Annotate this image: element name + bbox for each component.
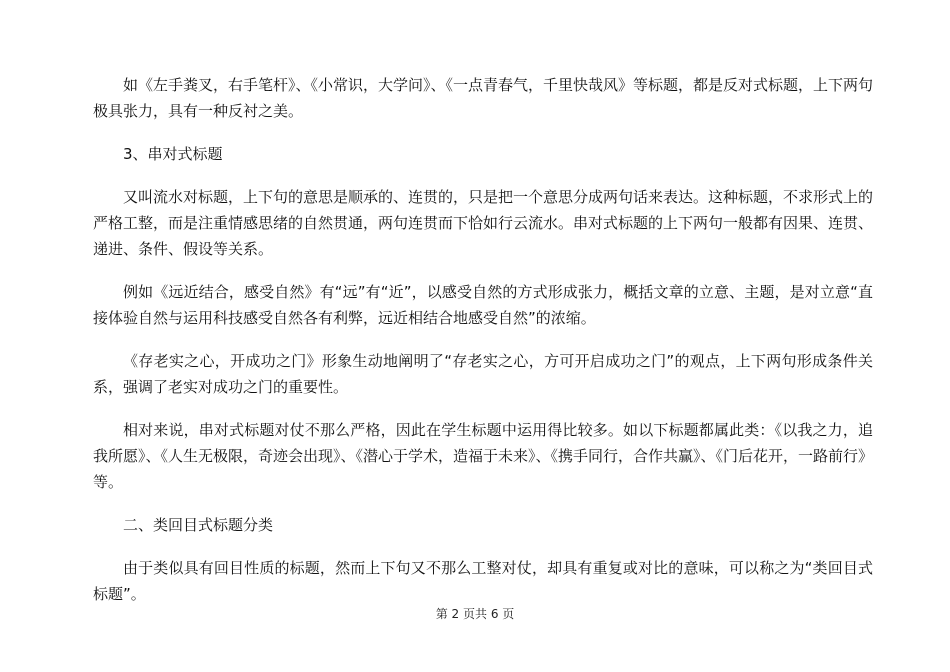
page-number-footer: 第 2 页共 6 页 <box>435 607 515 621</box>
paragraph-example-far-near: 例如《远近结合，感受自然》有“远”有“近”，以感受自然的方式形成张力，概括文章的立意、主题，是对立意“直接体验自然与运用科技感受自然各有利弊，远近相结合地感受自然”的浓缩。 <box>93 283 873 327</box>
document-body <box>93 72 873 624</box>
section-heading-quasi-chapter: 二、类回目式标题分类 <box>123 516 274 534</box>
paragraph-flowing-couplet-definition: 又叫流水对标题，上下句的意思是顺承的、连贯的，只是把一个意思分成两句话来表达。这种标题，不求形式上的严格工整，而是注重情感思绪的自然贯通，两句连贯而下恰如行云流水。串对式标题的上下两句一般都有因果、连贯、递进、条件、假设等关系。 <box>93 188 874 258</box>
section-heading-flowing-couplet: 3、串对式标题 <box>123 145 223 163</box>
paragraph-antithesis-examples: 如《左手粪叉，右手笔杆》、《小常识，大学问》、《一点青春气，千里快哉风》等标题，都是反对式标题，上下两句极具张力，具有一种反衬之美。 <box>93 76 874 120</box>
paragraph-quasi-chapter-definition: 由于类似具有回目性质的标题，然而上下句又不那么工整对仗，却具有重复或对比的意味，可以称之为“类回目式标题”。 <box>93 559 873 603</box>
paragraph-student-usage: 相对来说，串对式标题对仗不那么严格，因此在学生标题中运用得比较多。如以下标题都属此类：《以我之力，追我所愿》、《人生无极限，奇迹会出现》、《潜心于学术，造福于未来》、《携手同行，合作共赢》、《门后花开，一路前行》等。 <box>93 421 874 491</box>
paragraph-example-honesty: 《存老实之心，开成功之门》形象生动地阐明了“存老实之心，方可开启成功之门”的观点，上下两句形成条件关系，强调了老实对成功之门的重要性。 <box>93 352 873 396</box>
